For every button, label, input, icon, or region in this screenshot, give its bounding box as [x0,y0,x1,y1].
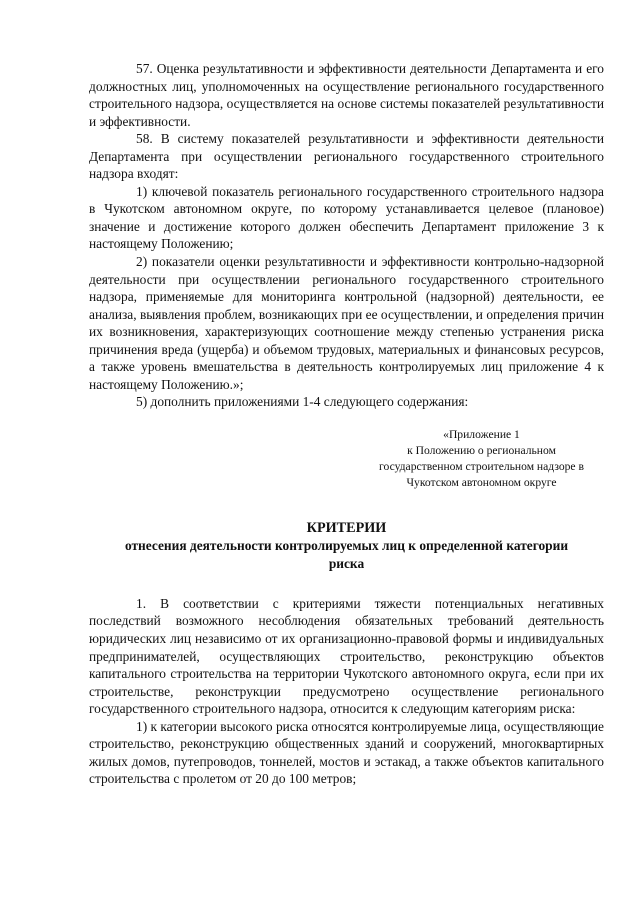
list-item-2: 2) показатели оценки результативности и эффективности контрольно-надзорной деятельности при осуществлении регионального государственного строительного надзора, применяемые для мониторинга контрольной (надзорной) деятельности, ее анализа, выявления проблем, возникающих при ее осуществлении, и определения причин их возникновения, характеризующих соотношение между степенью устранения риска причинения вреда (ущерба) и объемом трудовых, материальных и финансовых ресурсов, а также уровень вмешательства в деятельность контролируемых лиц приложение 4 к настоящему Положению.»; [89,254,604,392]
appendix-line-2: к Положению о региональном [407,443,556,457]
document-subtitle: отнесения деятельности контролируемых лиц к определенной категории риска [124,537,569,571]
document-page [89,60,604,788]
list-item-1: 1) ключевой показатель регионального государственного строительного надзора в Чукотском автономном округе, по которому устанавливается целевое (плановое) значение и достижение которого должен обеспечить Департамент приложение 3 к настоящему Положению; [89,183,604,252]
appendix-line-1: «Приложение 1 [443,427,520,441]
list-item-5: 5) дополнить приложениями 1-4 следующего содержания: [136,394,469,410]
paragraph-58: 58. В систему показателей результативности и эффективности деятельности Департамента при осуществлении регионального государственного строительного надзора входят: [89,131,604,182]
appendix-line-3: государственном строительном надзоре в [379,459,584,473]
appendix-line-4: Чукотском автономном округе [406,475,557,489]
criteria-paragraph-1: 1. В соответствии с критериями тяжести потенциальных негативных последствий возможного несоблюдения обязательных требований деятельность юридических лиц независимо от их организационно-правовой формы и индивидуальных предпринимателей, осуществляющих строительство, реконструкцию объектов капитального строительства на территории Чукотского автономного округа, если при их строительстве, реконструкции предусмотрено осуществление регионального государственного строительного надзора, относится к следующим категориям риска: [89,595,604,717]
appendix-header [89,427,604,491]
criteria-list-item-1: 1) к категории высокого риска относятся контролируемые лица, осуществляющие строительство, реконструкцию общественных зданий и сооружений, многоквартирных жилых домов, путепроводов, тоннелей, мостов и эстакад, а также объектов капитального строительства с пролетом от 20 до 100 метров; [89,718,604,787]
paragraph-57: 57. Оценка результативности и эффективности деятельности Департамента и его должностных лиц, уполномоченных на осуществление регионального государственного строительного надзора, осуществляется на основе системы показателей результативности и эффективности. [89,61,604,129]
document-title: КРИТЕРИИ [306,519,387,536]
